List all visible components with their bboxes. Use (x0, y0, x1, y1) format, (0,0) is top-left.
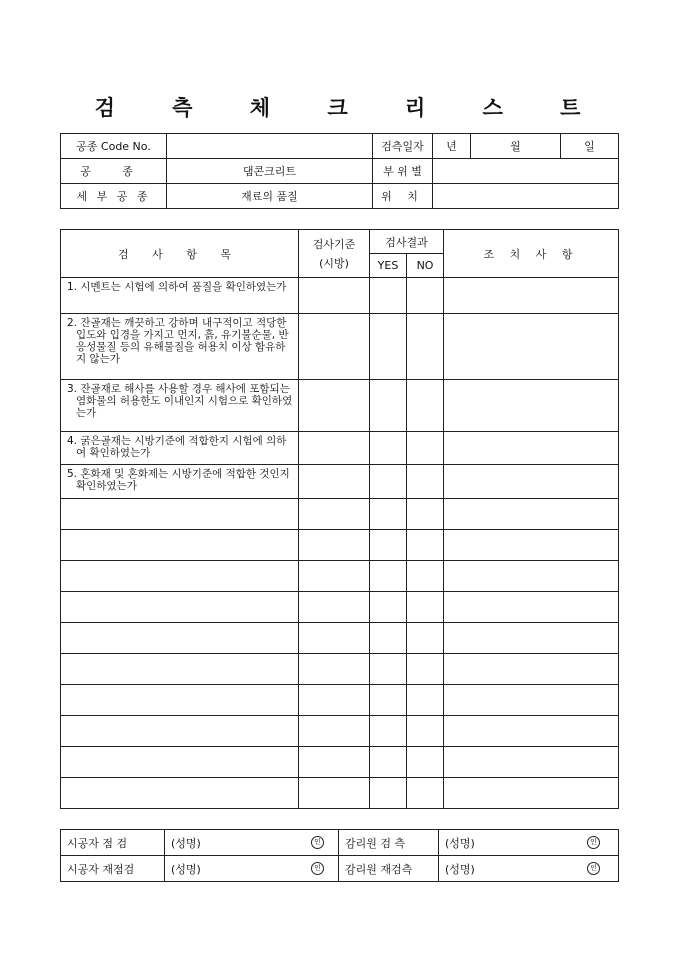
check-no-5[interactable] (407, 465, 444, 499)
empty-row (61, 592, 619, 623)
seal-icon: 인 (587, 836, 600, 849)
part-label: 부 위 별 (373, 159, 433, 184)
empty-cell[interactable] (370, 685, 407, 716)
check-item-3-text: 3. 잔골재로 해사를 사용할 경우 해사에 포함되는 염화물의 허용한도 이내인지 시험으로 확인하였는가 (67, 383, 293, 419)
work-label: 공 종 (61, 159, 167, 184)
detail-value[interactable]: 재료의 품질 (167, 184, 373, 209)
check-action-4[interactable] (444, 432, 619, 465)
date-label: 검측일자 (373, 134, 433, 159)
empty-cell[interactable] (407, 716, 444, 747)
empty-cell[interactable] (370, 530, 407, 561)
check-no-2[interactable] (407, 314, 444, 380)
empty-row (61, 778, 619, 809)
empty-cell[interactable] (370, 778, 407, 809)
check-action-2[interactable] (444, 314, 619, 380)
empty-cell[interactable] (61, 499, 299, 530)
empty-cell[interactable] (370, 623, 407, 654)
empty-cell[interactable] (444, 623, 619, 654)
check-item-5-text: 5. 혼화재 및 혼화제는 시방기준에 적합한 것인지 확인하였는가 (67, 468, 290, 492)
header-result: 검사결과 (370, 230, 444, 254)
empty-cell[interactable] (299, 778, 370, 809)
check-standard-1[interactable] (299, 278, 370, 314)
supervisor-reinspect-label: 감리원 재검측 (339, 856, 439, 882)
check-standard-4[interactable] (299, 432, 370, 465)
empty-cell[interactable] (299, 654, 370, 685)
empty-row (61, 685, 619, 716)
empty-cell[interactable] (407, 561, 444, 592)
empty-cell[interactable] (444, 654, 619, 685)
empty-cell[interactable] (61, 561, 299, 592)
date-day[interactable]: 일 (561, 134, 619, 159)
check-no-1[interactable] (407, 278, 444, 314)
check-yes-3[interactable] (370, 380, 407, 432)
contractor-inspect-sign[interactable] (165, 830, 339, 856)
check-item-5 (61, 465, 299, 499)
empty-row (61, 716, 619, 747)
empty-cell[interactable] (370, 716, 407, 747)
empty-row (61, 561, 619, 592)
header-action: 조 치 사 항 (444, 230, 619, 278)
check-action-3[interactable] (444, 380, 619, 432)
empty-cell[interactable] (370, 654, 407, 685)
empty-cell[interactable] (444, 716, 619, 747)
empty-cell[interactable] (61, 623, 299, 654)
header-standard-text: 검사기준 (312, 237, 356, 251)
empty-row (61, 654, 619, 685)
empty-cell[interactable] (407, 654, 444, 685)
empty-cell[interactable] (299, 623, 370, 654)
empty-cell[interactable] (444, 747, 619, 778)
check-yes-1[interactable] (370, 278, 407, 314)
empty-row (61, 623, 619, 654)
check-item-3 (61, 380, 299, 432)
empty-cell[interactable] (61, 530, 299, 561)
empty-cell[interactable] (444, 499, 619, 530)
contractor-reinspect-sign[interactable] (165, 856, 339, 882)
seal-icon: 인 (311, 862, 324, 875)
header-standard (299, 230, 370, 278)
info-table (60, 133, 619, 209)
empty-cell[interactable] (407, 623, 444, 654)
empty-row (61, 747, 619, 778)
name-label: (성명) (171, 862, 201, 876)
check-action-1[interactable] (444, 278, 619, 314)
empty-cell[interactable] (299, 592, 370, 623)
check-item-1-text: 1. 시멘트는 시험에 의하여 품질을 확인하였는가 (67, 281, 287, 293)
empty-cell[interactable] (407, 685, 444, 716)
empty-cell[interactable] (299, 747, 370, 778)
empty-cell[interactable] (370, 499, 407, 530)
empty-cell[interactable] (444, 685, 619, 716)
empty-cell[interactable] (444, 592, 619, 623)
check-item-1 (61, 278, 299, 314)
date-year[interactable]: 년 (433, 134, 471, 159)
empty-cell[interactable] (370, 561, 407, 592)
empty-row (61, 530, 619, 561)
check-yes-2[interactable] (370, 314, 407, 380)
name-label: (성명) (171, 836, 201, 850)
supervisor-reinspect-sign[interactable] (439, 856, 619, 882)
check-no-4[interactable] (407, 432, 444, 465)
contractor-reinspect-label: 시공자 재점검 (61, 856, 165, 882)
empty-cell[interactable] (299, 716, 370, 747)
seal-icon: 인 (587, 862, 600, 875)
empty-cell[interactable] (444, 561, 619, 592)
empty-cell[interactable] (407, 778, 444, 809)
name-label: (성명) (445, 862, 475, 876)
check-standard-2[interactable] (299, 314, 370, 380)
checklist-table (60, 229, 619, 809)
header-no: NO (407, 254, 444, 278)
supervisor-inspect-sign[interactable] (439, 830, 619, 856)
contractor-inspect-label: 시공자 점 검 (61, 830, 165, 856)
empty-cell[interactable] (407, 499, 444, 530)
date-month[interactable]: 월 (471, 134, 561, 159)
code-value[interactable] (167, 134, 373, 159)
detail-label: 세 부 공 종 (61, 184, 167, 209)
part-value[interactable] (433, 159, 619, 184)
empty-cell[interactable] (370, 592, 407, 623)
empty-cell[interactable] (61, 685, 299, 716)
empty-cell[interactable] (444, 530, 619, 561)
work-value[interactable]: 댐콘크리트 (167, 159, 373, 184)
empty-cell[interactable] (61, 778, 299, 809)
check-item-4-text: 4. 굵은골재는 시방기준에 적합한지 시험에 의하여 확인하였는가 (67, 435, 287, 459)
empty-row (61, 499, 619, 530)
check-yes-5[interactable] (370, 465, 407, 499)
check-item-2-text: 2. 잔골재는 깨끗하고 강하며 내구적이고 적당한 입도와 입경을 가지고 먼지, 흙, 유기불순물, 반응성물질 등의 유해물질을 허용치 이상 함유하지 않는가 (67, 317, 289, 365)
page-title: 검 측 체 크 리 스 트 (94, 95, 606, 120)
empty-cell[interactable] (407, 747, 444, 778)
header-yes: YES (370, 254, 407, 278)
check-action-5[interactable] (444, 465, 619, 499)
empty-cell[interactable] (299, 499, 370, 530)
empty-cell[interactable] (407, 530, 444, 561)
check-standard-3[interactable] (299, 380, 370, 432)
check-no-3[interactable] (407, 380, 444, 432)
empty-cell[interactable] (370, 747, 407, 778)
empty-cell[interactable] (61, 716, 299, 747)
code-label: 공종 Code No. (61, 134, 167, 159)
empty-cell[interactable] (299, 530, 370, 561)
seal-icon: 인 (311, 836, 324, 849)
check-item-2 (61, 314, 299, 380)
empty-cell[interactable] (61, 592, 299, 623)
location-label: 위 치 (373, 184, 433, 209)
header-item: 검 사 항 목 (61, 230, 299, 278)
empty-cell[interactable] (61, 747, 299, 778)
check-item-4 (61, 432, 299, 465)
supervisor-inspect-label: 감리원 검 측 (339, 830, 439, 856)
check-standard-5[interactable] (299, 465, 370, 499)
location-value[interactable] (433, 184, 619, 209)
check-yes-4[interactable] (370, 432, 407, 465)
empty-cell[interactable] (444, 778, 619, 809)
empty-cell[interactable] (61, 654, 299, 685)
empty-cell[interactable] (407, 592, 444, 623)
signature-table (60, 829, 619, 882)
empty-cell[interactable] (299, 685, 370, 716)
name-label: (성명) (445, 836, 475, 850)
empty-cell[interactable] (299, 561, 370, 592)
header-standard-sub: (시방) (319, 256, 349, 270)
